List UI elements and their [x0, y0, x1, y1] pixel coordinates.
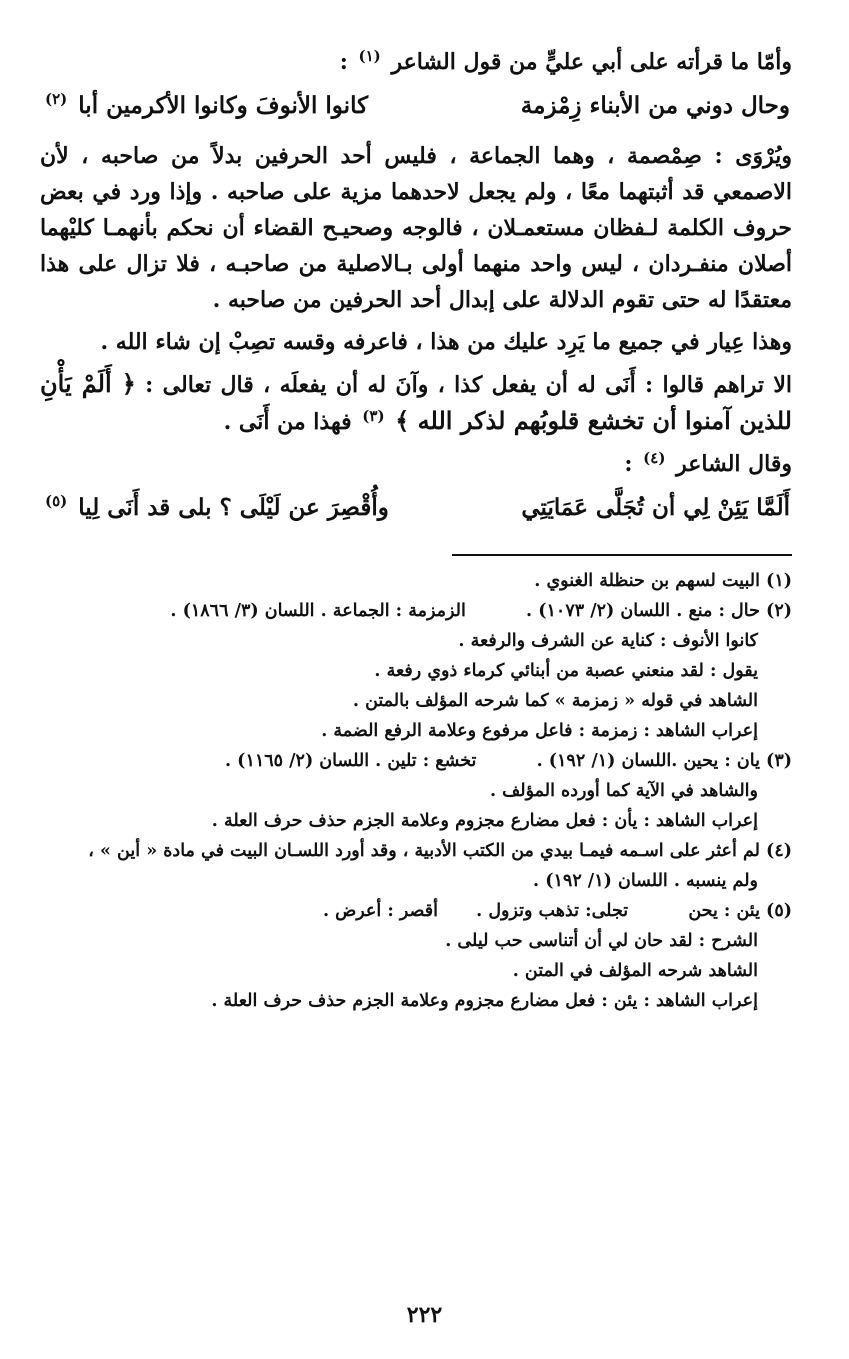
footnote-3-line-1: [40, 746, 792, 776]
footnote-2-meaning: يقول : لقد منعني عصبة من أبنائي كرماء ذوي رفعة .: [374, 661, 758, 681]
verse-2-first-hemistich: أَلَمَّا يَئِنْ لِي أن تُجَلَّى عَمَايَتِي: [521, 494, 790, 521]
intro-2-text: وقال الشاعر: [676, 451, 792, 477]
footnote-4-line-2: ولم ينسبه . اللسان (١/ ١٩٢) .: [533, 871, 758, 891]
verse-1-second-hemistich: [42, 86, 368, 126]
footnote-2-line-1: [40, 596, 792, 626]
footnote-ref-2: (٢): [45, 90, 68, 109]
intro-line-2: [40, 446, 792, 482]
footnote-ref-1: (١): [358, 46, 381, 65]
footnote-5-tujalla: تجلى: تذهب وتزول .: [476, 901, 629, 921]
footnote-4-line-1: (٤) لم أعثر على اسـمه فيمـا بيدي من الكتب الأدبية ، وقد أورد اللسـان البيت في مادة « أين » ،: [88, 841, 792, 861]
footnote-divider: [452, 554, 792, 556]
footnote-5-parsing: إعراب الشاهد : يئن : فعل مضارع مجزوم وعلامة الجزم حذف حرف العلة .: [211, 991, 758, 1011]
footnotes: [40, 566, 792, 1016]
intro-line: [40, 44, 792, 80]
intro-text: وأمّا ما قرأته على أبي عليٍّ من قول الشاعر: [391, 49, 792, 75]
footnote-2-anuf: كانوا الأنوف : كناية عن الشرف والرفعة .: [458, 631, 758, 651]
footnote-2-hal: (٢) حال : منع . اللسان (٢/ ١٠٧٣) .: [526, 601, 792, 621]
footnote-3-takhsha: تخشع : تلين . اللسان (٢/ ١١٦٥) .: [224, 751, 477, 771]
paragraph-3: [40, 366, 792, 440]
footnote-3-yan: (٣) يان : يحين .اللسان (١/ ١٩٢) .: [536, 751, 792, 771]
paragraph-1: ويُرْوَى : صِمْصمة ، وهما الجماعة ، فليس أحد الحرفين بدلاً من صاحبه ، لأن الاصمعي قد أثبتهما معًا ، ولم يجعل لاحدهما مزية على صاحبه . وإذا ورد في بعض حروف الكلمة لـفظان مستعمـلان ، فالوجه وصحيـح القضاء أن نحكم بأنهمـا كليْهما أصلان منفـردان ، ليس واحد منهما أولى بـالاصلية من صاحبـه ، فلا تزال على هذا معتقدًا له حتى تقوم الدلالة على إبدال أحد الحرفين من صاحبه .: [40, 143, 792, 313]
footnote-5-line-1: [40, 896, 792, 926]
verse-2-second-text: وأُقْصِرَ عن لَيْلَى ؟ بلى قد أَنَى لِيا: [78, 494, 389, 521]
verse-1: [40, 86, 792, 126]
page-number: ٢٢٢: [406, 1302, 443, 1328]
verse-2: [40, 488, 792, 528]
intro-colon: :: [339, 49, 348, 75]
footnote-1: (١) البيت لسهم بن حنظلة الغنوي .: [534, 571, 792, 591]
main-text: [40, 44, 792, 528]
footnote-2-zamzama: الزمزمة : الجماعة . اللسان (٣/ ١٨٦٦) .: [170, 601, 466, 621]
quran-verse: ﴿ أَلَمْ يَأْنِ للذين آمنوا أن تخشع قلوبُهم لذكر الله ﴾: [40, 369, 792, 435]
verse-2-second-hemistich: [42, 488, 389, 528]
paragraph-2: وهذا عِيار في جميع ما يَرِد عليك من هذا ، فاعرفه وقسه تصِبْ إن شاء الله .: [100, 329, 792, 355]
verse-1-first-hemistich: وحال دوني من الأبناء زِمْزمة: [520, 92, 790, 119]
footnote-5-uqsir: أقصر : أعرض .: [322, 901, 438, 921]
paragraph-3-end: فهذا من أَنَى .: [223, 409, 352, 435]
footnote-ref-5: (٥): [45, 492, 68, 511]
verse-1-second-text: كانوا الأنوفَ وكانوا الأكرمين أبا: [78, 92, 369, 119]
page-content: [40, 44, 792, 1016]
footnote-ref-4: (٤): [643, 448, 666, 467]
footnote-2-parsing: إعراب الشاهد : زمزمة : فاعل مرفوع وعلامة الرفع الضمة .: [321, 721, 758, 741]
footnote-ref-3: (٣): [362, 406, 385, 425]
footnote-3-parsing: إعراب الشاهد : يأن : فعل مضارع مجزوم وعلامة الجزم حذف حرف العلة .: [211, 811, 758, 831]
footnote-2-witness: الشاهد في قوله « زمزمة » كما شرحه المؤلف بالمتن .: [352, 691, 758, 711]
footnote-3-witness: والشاهد في الآية كما أورده المؤلف .: [489, 781, 758, 801]
footnote-5-yain: (٥) يئن : يحن: [688, 901, 792, 921]
footnote-5-witness: الشاهد شرحه المؤلف في المتن .: [512, 961, 758, 981]
footnote-5-sharh: الشرح : لقد حان لي أن أتناسى حب ليلى .: [445, 931, 758, 951]
paragraph-3-start: الا تراهم قالوا : أَنَى له أن يفعل كذا ، وآنَ له أن يفعلَه ، قال تعالى :: [145, 372, 792, 398]
intro-2-colon: :: [624, 451, 633, 477]
